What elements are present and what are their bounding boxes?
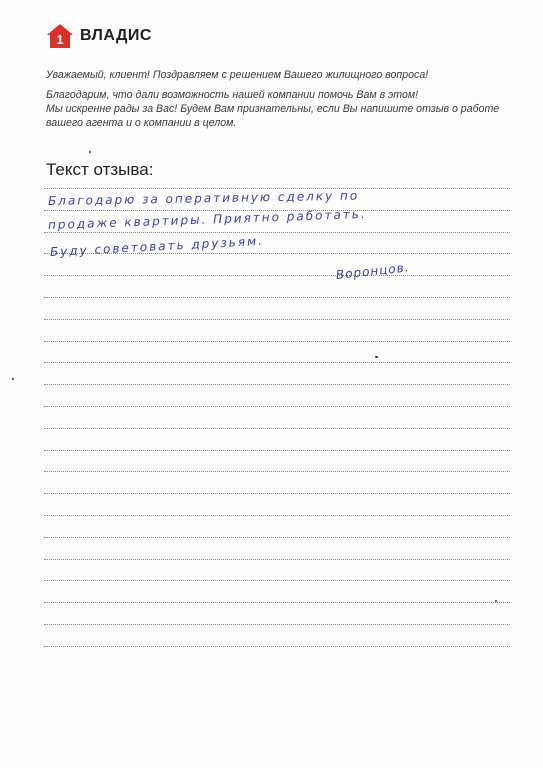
ruled-line (44, 537, 510, 538)
greeting-line: Уважаемый, клиент! Поздравляем с решением Вашего жилищного вопроса! (46, 69, 429, 81)
handwritten-line-3: Буду советовать друзьям. (49, 233, 265, 259)
print-speck (89, 151, 91, 153)
ruled-line (44, 275, 510, 276)
handwritten-line-1: Благодарю за оперативную сделку по (47, 188, 360, 208)
ruled-line (44, 515, 510, 516)
paper-speck (375, 356, 378, 358)
ruled-line (44, 406, 510, 407)
paper-speck (495, 600, 497, 602)
ruled-line (44, 493, 510, 494)
ruled-line (44, 341, 510, 342)
brand-logo (46, 22, 152, 50)
ruled-line (44, 471, 510, 472)
ruled-line (44, 450, 510, 451)
paper-speck (12, 378, 14, 380)
ruled-line (44, 297, 510, 298)
ruled-line (44, 646, 510, 647)
ruled-line (44, 188, 510, 189)
intro-text (46, 68, 506, 130)
house-logo-icon (46, 22, 74, 50)
ruled-line (44, 580, 510, 581)
handwritten-line-2: продаже квартиры. Приятно работать. (47, 206, 367, 232)
ruled-line (44, 319, 510, 320)
brand-name: ВЛАДИС (80, 27, 152, 44)
logo-digit: 1 (56, 32, 64, 47)
ruled-line (44, 384, 510, 385)
request-line: Мы искренне рады за Вас! Будем Вам признательны, если Вы напишите отзыв о работе (46, 103, 500, 115)
request-line-continued: вашего агента и о компании в целом. (46, 117, 237, 129)
ruled-line (44, 362, 510, 363)
ruled-line (44, 232, 510, 233)
ruled-line (44, 624, 510, 625)
ruled-line (44, 602, 510, 603)
ruled-line (44, 428, 510, 429)
ruled-line (44, 559, 510, 560)
handwritten-signature: Воронцов. (335, 260, 411, 282)
thanks-line: Благодарим, что дали возможность нашей компании помочь Вам в этом! (46, 89, 419, 101)
review-title: Текст отзыва: (46, 160, 154, 179)
